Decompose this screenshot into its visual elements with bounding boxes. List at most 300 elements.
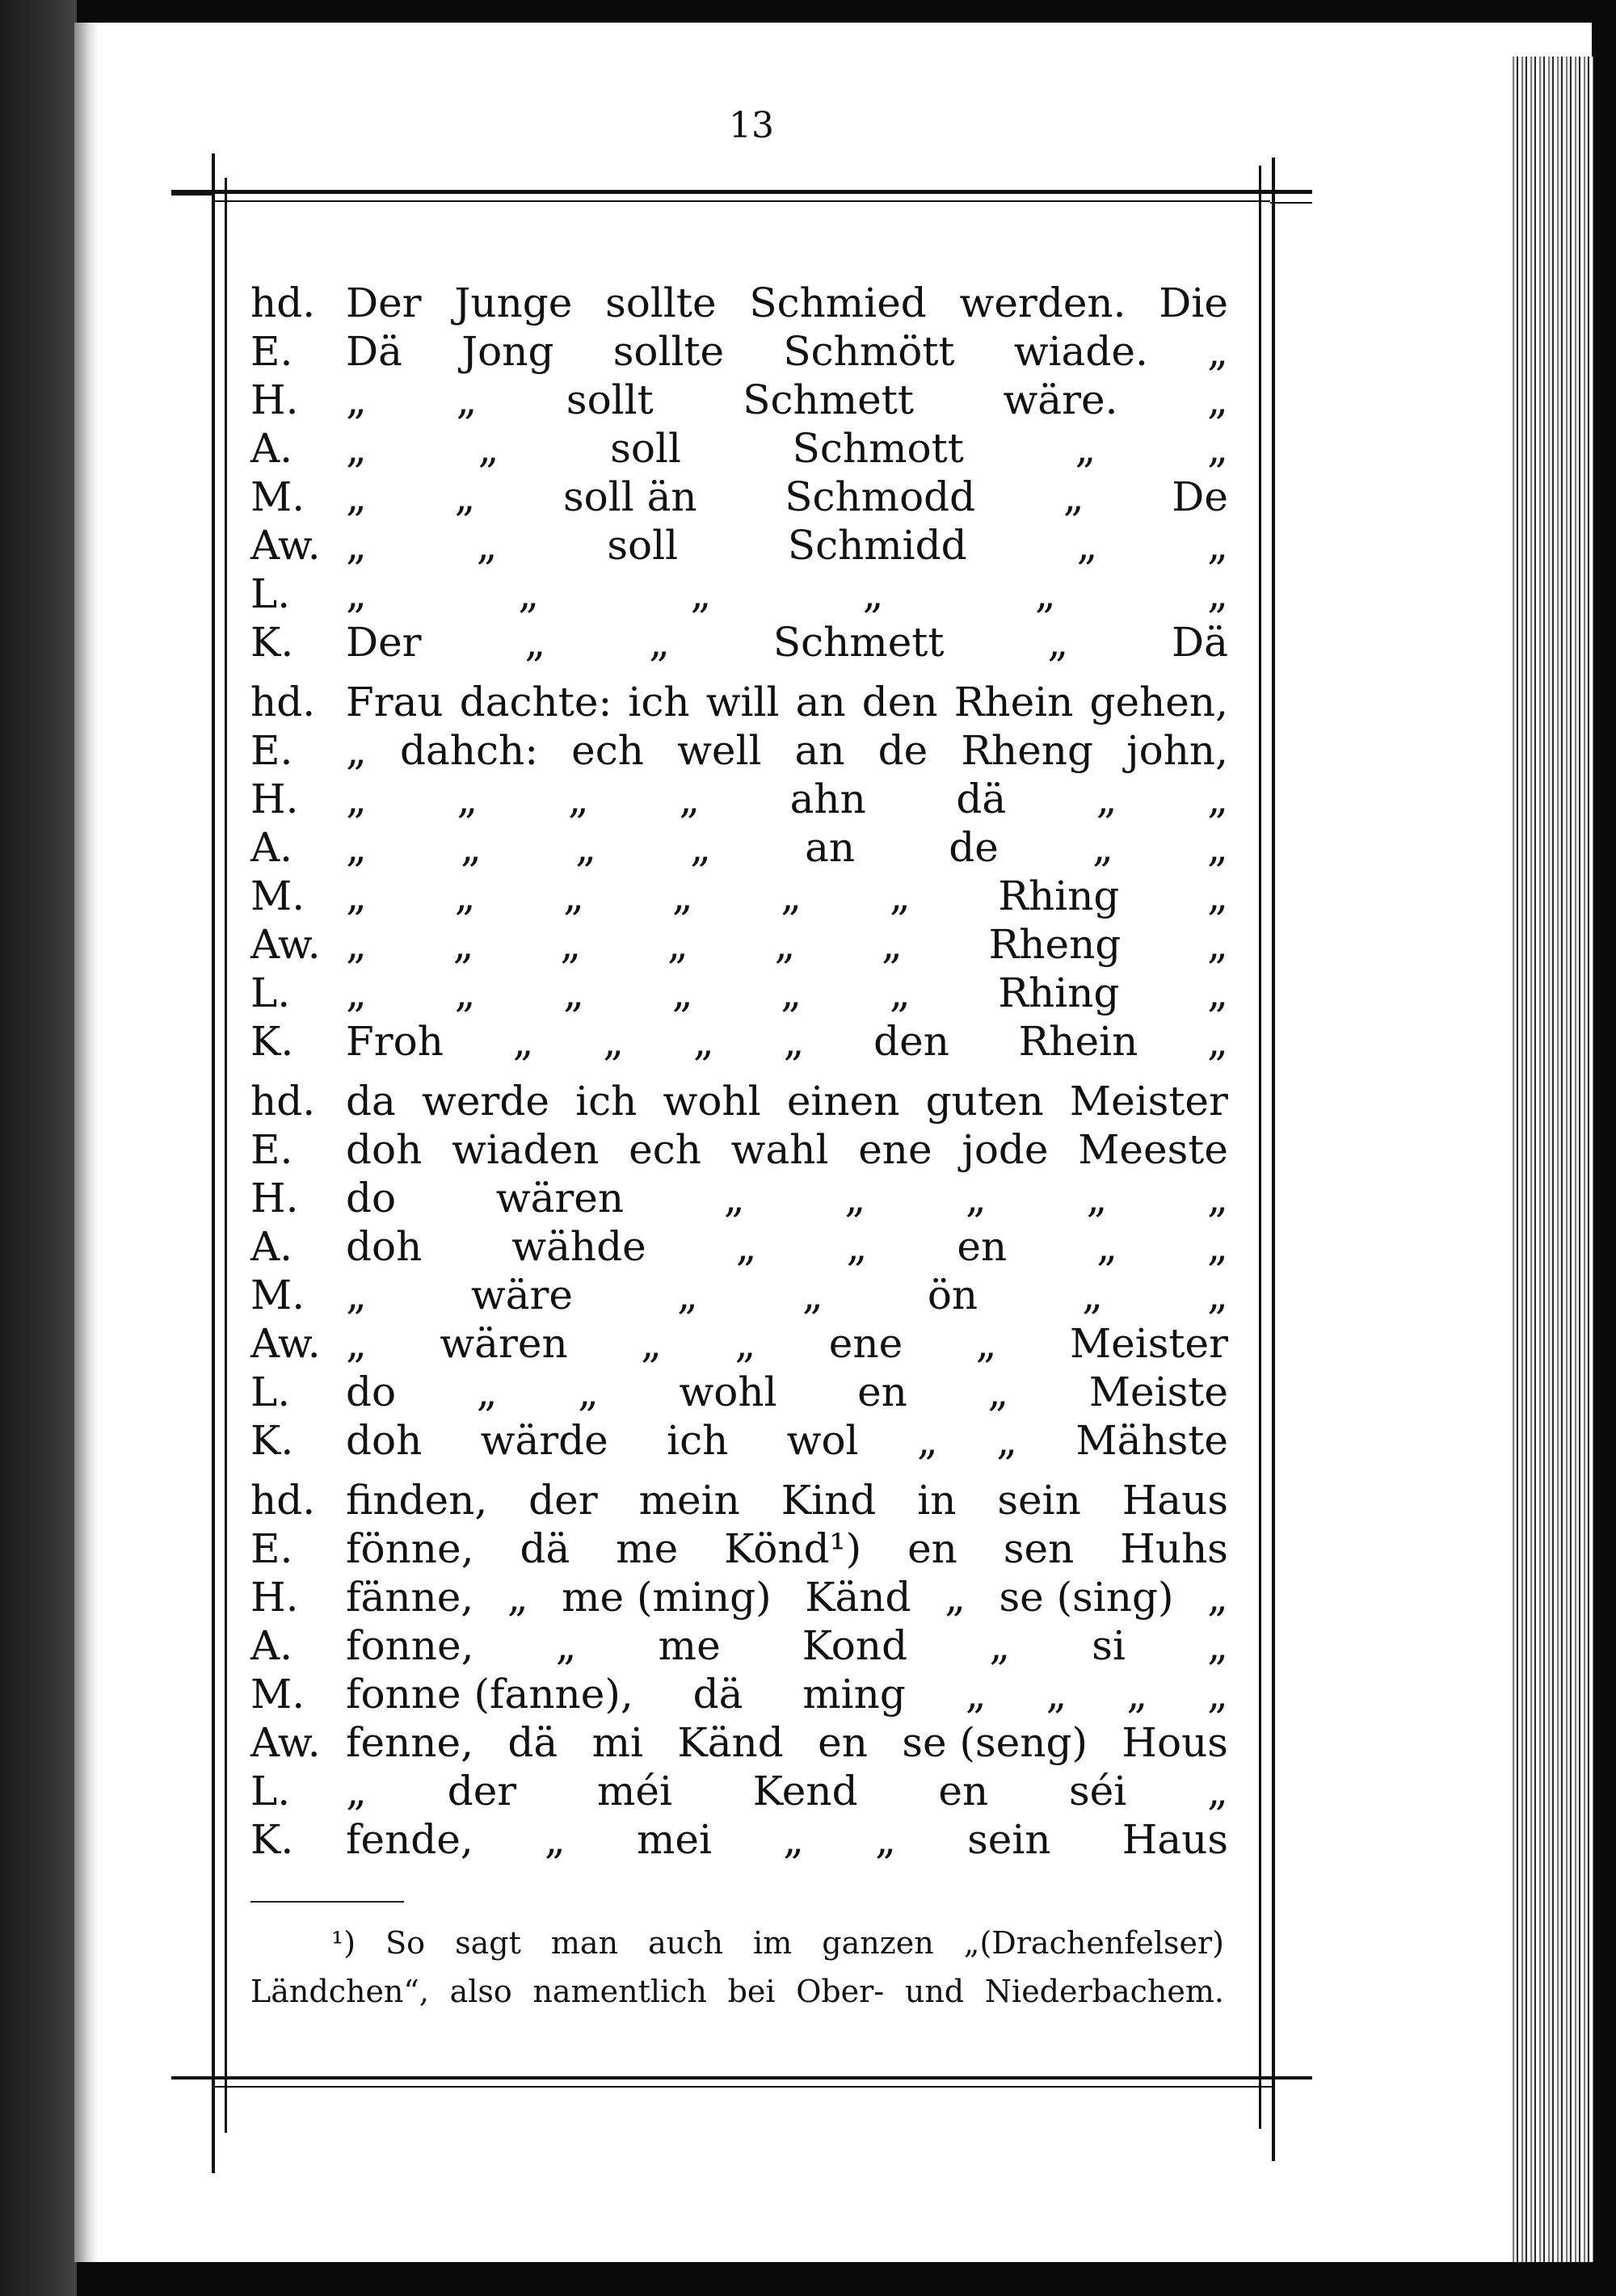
word: „ [346, 969, 367, 1016]
frame-right-inner [1259, 166, 1261, 2129]
word: ene [858, 1126, 932, 1173]
dialect-abbreviation: K. [250, 619, 294, 666]
word: Könd¹) [724, 1525, 862, 1572]
dialect-words [346, 327, 1228, 376]
word: an [805, 824, 856, 871]
word: „ [452, 921, 474, 968]
word: wiade. [1013, 328, 1148, 375]
dialect-words [346, 872, 1228, 920]
word: Rhing [998, 873, 1120, 919]
dialect-abbreviation: L. [250, 570, 291, 617]
dialect-line [250, 678, 1228, 726]
word: „ [507, 1574, 528, 1621]
word: „ [346, 570, 367, 617]
dialect-words [346, 376, 1228, 424]
word: se (seng) [902, 1719, 1088, 1766]
book-spine-shadow [0, 0, 77, 2296]
word: ene [828, 1320, 903, 1367]
word: der [447, 1768, 517, 1815]
word: „ [1207, 921, 1228, 968]
word: Rheng [961, 727, 1093, 774]
word: „ [945, 1574, 966, 1621]
word: „ [461, 824, 482, 871]
word: „ [916, 1417, 938, 1464]
dialect-comparison-table [250, 279, 1228, 1875]
dialect-line [250, 1476, 1228, 1524]
word: guten [925, 1078, 1044, 1125]
word: „ [1207, 776, 1228, 822]
word: fonne (fanne), [346, 1671, 633, 1718]
word: „ [692, 1018, 714, 1065]
word: mein [638, 1477, 740, 1524]
word: „ [567, 776, 589, 822]
word: Kond [802, 1622, 908, 1669]
word: „ [1082, 1272, 1104, 1318]
frame-bottom-rule-thin [212, 2086, 1272, 2088]
word: „ [975, 1320, 997, 1367]
word: „ [844, 1175, 866, 1222]
word: de [949, 824, 999, 871]
word: wähde [511, 1223, 646, 1270]
word: wol [786, 1417, 859, 1464]
dialect-line [250, 1222, 1228, 1271]
dialect-words [346, 1319, 1228, 1368]
word: „ [1207, 1671, 1228, 1718]
dialect-abbreviation: hd. [250, 1078, 316, 1125]
dialect-line [250, 327, 1228, 376]
word: „ [478, 425, 499, 472]
word: „ [671, 873, 693, 919]
page-edges [1509, 57, 1593, 2262]
dialect-line [250, 969, 1228, 1017]
word: doh [346, 1223, 423, 1270]
word: „ [996, 1417, 1018, 1464]
word: „ [346, 473, 367, 520]
dialect-words [346, 920, 1228, 969]
word: Rhein [953, 679, 1074, 725]
word: einen [786, 1078, 900, 1125]
word: Rheng [988, 921, 1122, 968]
word: „ [1207, 1223, 1228, 1270]
dialect-words [346, 678, 1228, 726]
word: „ [1207, 425, 1228, 472]
word: „ [1075, 425, 1096, 472]
word: mei [636, 1816, 712, 1863]
word: „ [346, 776, 367, 822]
word: doh [346, 1417, 423, 1464]
word: do [346, 1175, 397, 1222]
dialect-abbreviation: L. [250, 969, 291, 1016]
word: „ [346, 727, 367, 774]
word: „ [346, 873, 367, 919]
word: den [873, 1018, 949, 1065]
word: „ [965, 1671, 987, 1718]
word: wiaden [452, 1126, 600, 1173]
word: „ [346, 522, 367, 569]
dialect-line [250, 726, 1228, 775]
word: finden, [346, 1477, 488, 1524]
word: Froh [346, 1018, 444, 1065]
dialect-abbreviation: M. [250, 1272, 305, 1318]
word: fänne, [346, 1574, 474, 1621]
word: Kend [752, 1768, 858, 1815]
dialect-words [346, 1815, 1228, 1864]
word: „ [1207, 1018, 1228, 1065]
dialect-line [250, 521, 1228, 570]
word: „ [667, 921, 688, 968]
dialect-line [250, 1174, 1228, 1222]
word: „ [575, 824, 596, 871]
word: „ [677, 1272, 698, 1318]
dialect-words [346, 1476, 1228, 1524]
dialect-abbreviation: M. [250, 873, 305, 919]
dialect-line [250, 1319, 1228, 1368]
word: „ [1047, 619, 1069, 666]
word: ming [802, 1671, 906, 1718]
word: Schmött [783, 328, 955, 375]
dialect-words [346, 1077, 1228, 1125]
word: Dä [346, 328, 402, 375]
dialect-abbreviation: E. [250, 1126, 293, 1173]
word: will [705, 679, 780, 725]
word: de [877, 727, 928, 774]
dialect-abbreviation: K. [250, 1018, 294, 1065]
word: Mähste [1075, 1417, 1228, 1464]
dialect-words [346, 1271, 1228, 1319]
dialect-words [346, 1017, 1228, 1066]
word: mi [591, 1719, 643, 1766]
word: „ [1207, 570, 1228, 617]
word: sein [967, 1816, 1051, 1863]
dialect-line [250, 1767, 1228, 1815]
word: „ [476, 522, 498, 569]
word: „ [1207, 328, 1228, 375]
dialect-abbreviation: K. [250, 1816, 294, 1863]
word: „ [862, 570, 884, 617]
word: „ [679, 776, 701, 822]
word: „ [783, 1816, 804, 1863]
dialect-words [346, 726, 1228, 775]
dialect-line [250, 1718, 1228, 1767]
word: wäre [470, 1272, 574, 1318]
word: fönne, [346, 1525, 474, 1572]
word: dä [520, 1525, 570, 1572]
word: „ [889, 969, 911, 1016]
word: „ [1092, 824, 1113, 871]
word: se (sing) [999, 1574, 1174, 1621]
word: „ [456, 376, 478, 423]
dialect-words [346, 1174, 1228, 1222]
word: „ [875, 1816, 897, 1863]
word: fende, [346, 1816, 473, 1863]
dialect-line [250, 618, 1228, 667]
dialect-line [250, 1077, 1228, 1125]
word: „ [518, 570, 540, 617]
sentence-group [250, 678, 1228, 1066]
word: wären [495, 1175, 625, 1222]
word: wohl [679, 1369, 777, 1415]
word: Der [346, 280, 422, 326]
word: ön [927, 1272, 978, 1318]
word: De [1172, 473, 1228, 520]
dialect-line [250, 473, 1228, 521]
word: „ [1207, 873, 1228, 919]
word: sein [997, 1477, 1081, 1524]
dialect-abbreviation: A. [250, 425, 293, 472]
sentence-group [250, 1476, 1228, 1864]
word: an [795, 679, 846, 725]
word: „ [563, 873, 585, 919]
dialect-abbreviation: H. [250, 376, 299, 423]
word: „ [454, 473, 476, 520]
word: „ [734, 1320, 756, 1367]
word: soll [607, 522, 679, 569]
dialect-words [346, 279, 1228, 327]
dialect-line [250, 872, 1228, 920]
dialect-line [250, 1017, 1228, 1066]
word: „ [889, 873, 911, 919]
dialect-words [346, 1718, 1228, 1767]
dialect-words [346, 1368, 1228, 1416]
frame-top-tick-right [1270, 202, 1312, 204]
word: der [528, 1477, 598, 1524]
word: ich [575, 1078, 638, 1125]
dialect-line [250, 570, 1228, 618]
footnote-line-1: ¹) So sagt man auch im ganzen „(Drachenfelser) [331, 1925, 1224, 1961]
word: „ [544, 1816, 566, 1863]
dialect-abbreviation: E. [250, 328, 293, 375]
word: „ [690, 570, 712, 617]
word: Meister [1069, 1078, 1228, 1125]
word: wärde [480, 1417, 608, 1464]
frame-top-rule [171, 190, 1312, 194]
word: „ [781, 969, 802, 1016]
dialect-abbreviation: K. [250, 1417, 294, 1464]
dialect-abbreviation: L. [250, 1369, 291, 1415]
dialect-abbreviation: hd. [250, 280, 316, 326]
word: Schmied [749, 280, 927, 326]
dialect-line [250, 1573, 1228, 1621]
word: john, [1126, 727, 1228, 774]
word: „ [1207, 1175, 1228, 1222]
dialect-line [250, 1368, 1228, 1416]
dialect-abbreviation: Aw. [250, 1719, 321, 1766]
dialect-line [250, 1524, 1228, 1573]
word: Rhein [1018, 1018, 1138, 1065]
word: Meiste [1088, 1369, 1228, 1415]
word: „ [603, 1018, 625, 1065]
word: „ [781, 873, 802, 919]
word: „ [1096, 1223, 1118, 1270]
word: „ [346, 425, 367, 472]
word: „ [346, 1320, 367, 1367]
word: „ [1207, 1622, 1228, 1669]
word: „ [1034, 570, 1056, 617]
word: „ [346, 921, 367, 968]
word: Haus [1122, 1816, 1228, 1863]
word: in [917, 1477, 957, 1524]
dialect-abbreviation: hd. [250, 1477, 316, 1524]
frame-top-tick-left [171, 194, 212, 196]
word: ech [571, 727, 644, 774]
word: ech [629, 1126, 701, 1173]
word: me [658, 1622, 721, 1669]
dialect-line [250, 1815, 1228, 1864]
dialect-line [250, 823, 1228, 872]
dialect-line [250, 920, 1228, 969]
word: „ [802, 1272, 823, 1318]
dialect-words [346, 570, 1228, 618]
word: Schmidd [787, 522, 967, 569]
dialect-abbreviation: Aw. [250, 921, 321, 968]
word: en [857, 1369, 907, 1415]
dialect-words [346, 424, 1228, 473]
word: Meister [1069, 1320, 1228, 1367]
word: Känd [677, 1719, 784, 1766]
word: „ [1086, 1175, 1108, 1222]
word: „ [1207, 376, 1228, 423]
word: soll [610, 425, 681, 472]
word: en [938, 1768, 989, 1815]
dialect-words [346, 775, 1228, 823]
word: dä [956, 776, 1007, 822]
footnote [250, 1919, 1224, 2016]
word: wahl [730, 1126, 829, 1173]
word: gehen, [1089, 679, 1228, 725]
word: Jong [461, 328, 554, 375]
dialect-line [250, 775, 1228, 823]
word: dä [507, 1719, 558, 1766]
frame-right-outer [1272, 158, 1275, 2161]
word: do [346, 1369, 397, 1415]
dialect-words [346, 1524, 1228, 1573]
word: „ [671, 969, 693, 1016]
word: fonne, [346, 1622, 474, 1669]
dialect-words [346, 823, 1228, 872]
dialect-words [346, 1767, 1228, 1815]
word: „ [524, 619, 546, 666]
word: „ [1207, 522, 1228, 569]
dialect-words [346, 618, 1228, 667]
word: Die [1159, 280, 1228, 326]
word: „ [989, 1622, 1011, 1669]
footnote-line-2: Ländchen“, also namentlich bei Ober- und Niederbachem. [250, 1974, 1224, 2009]
word: en [907, 1525, 957, 1572]
word: „ [846, 1223, 868, 1270]
word: „ [1207, 824, 1228, 871]
footnote-rule [250, 1901, 404, 1903]
word: Schmett [743, 376, 914, 423]
dialect-abbreviation: Aw. [250, 1320, 321, 1367]
page-gutter [74, 23, 99, 2262]
dialect-words [346, 1621, 1228, 1670]
word: wäre. [1003, 376, 1118, 423]
dialect-abbreviation: H. [250, 1175, 299, 1222]
word: Frau [346, 679, 444, 725]
frame-left-inner [225, 178, 227, 2133]
word: „ [649, 619, 671, 666]
dialect-abbreviation: A. [250, 1223, 293, 1270]
word: Huhs [1120, 1525, 1228, 1572]
word: dahch: [400, 727, 539, 774]
word: Schmodd [785, 473, 976, 520]
dialect-words [346, 473, 1228, 521]
word: sen [1003, 1525, 1075, 1572]
word: „ [578, 1369, 599, 1415]
word: Hous [1122, 1719, 1228, 1766]
word: „ [965, 1175, 987, 1222]
word: méi [597, 1768, 672, 1815]
frame-left-outer [212, 153, 215, 2173]
word: „ [454, 873, 476, 919]
word: Haus [1122, 1477, 1228, 1524]
word: „ [476, 1369, 498, 1415]
dialect-words [346, 1222, 1228, 1271]
word: en [818, 1719, 868, 1766]
dialect-abbreviation: A. [250, 1622, 293, 1669]
word: ich [628, 679, 690, 725]
dialect-words [346, 1125, 1228, 1174]
word: „ [563, 969, 585, 1016]
word: wären [440, 1320, 568, 1367]
dialect-line [250, 424, 1228, 473]
word: werde [422, 1078, 549, 1125]
word: „ [723, 1175, 745, 1222]
dialect-abbreviation: A. [250, 824, 293, 871]
word: „ [735, 1223, 757, 1270]
word: „ [454, 969, 476, 1016]
word: „ [774, 921, 796, 968]
dialect-words [346, 969, 1228, 1017]
dialect-abbreviation: M. [250, 473, 305, 520]
word: me [616, 1525, 679, 1572]
dialect-line [250, 1271, 1228, 1319]
dialect-words [346, 1670, 1228, 1718]
word: sollt [566, 376, 654, 423]
word: „ [346, 1272, 367, 1318]
word: werden. [959, 280, 1126, 326]
word: „ [1076, 522, 1098, 569]
word: dachte: [459, 679, 612, 725]
word: fenne, [346, 1719, 473, 1766]
dialect-words [346, 521, 1228, 570]
dialect-abbreviation: E. [250, 727, 293, 774]
sentence-group [250, 1077, 1228, 1465]
dialect-abbreviation: L. [250, 1768, 291, 1815]
word: „ [346, 376, 367, 423]
word: Schmott [792, 425, 964, 472]
dialect-line [250, 376, 1228, 424]
word: „ [882, 921, 903, 968]
word: Schmett [772, 619, 945, 666]
word: dä [692, 1671, 743, 1718]
dialect-line [250, 1416, 1228, 1465]
word: „ [1207, 1272, 1228, 1318]
word: „ [690, 824, 711, 871]
word: „ [1207, 1574, 1228, 1621]
word: Der [346, 619, 422, 666]
word: séi [1069, 1768, 1127, 1815]
word: „ [1207, 969, 1228, 1016]
dialect-words [346, 1573, 1228, 1621]
dialect-line [250, 1125, 1228, 1174]
dialect-abbreviation: H. [250, 776, 299, 822]
word: sollte [605, 280, 717, 326]
page-number: 13 [729, 105, 774, 146]
dialect-line [250, 1621, 1228, 1670]
word: „ [457, 776, 478, 822]
word: Junge [454, 280, 573, 326]
